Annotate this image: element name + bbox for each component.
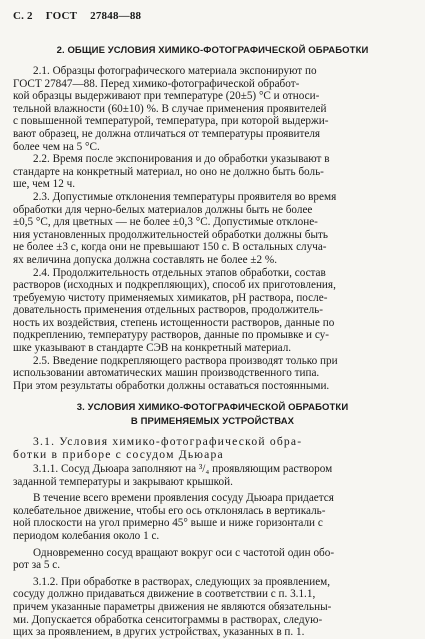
page-number: С. 2 [13,10,33,22]
text-line: 2.5. Введение подкрепляющего раствора производят только при [33,354,338,367]
text-line: рот за 5 с. [13,559,61,572]
subsection-3-1-heading [13,436,413,461]
text-line: периодом колебания около 1 с. [13,529,160,542]
standard-number: 27848—88 [90,10,142,22]
text-line: В течение всего времени проявления сосуду Дьюара придается [33,492,334,505]
text-line: 3.1.2. При обработке в растворах, следующих за проявлением, [33,575,331,588]
text-line: стандарте на конкретный материал, но оно не должно быть боль- [13,165,324,178]
text-line: подкреплению, температуру растворов, данные по промывке и су- [13,329,329,342]
text-line: 3.1. Условия химико-фотографической обра- [33,435,303,448]
text-line: ной плоскости на угол примерно 45° выше и ниже горизонтали с [13,517,323,530]
text-line: более чем на 5 °С. [13,140,100,153]
page-header [13,10,151,22]
text-line: При этом результаты обработки должны оставаться постоянными. [13,379,330,392]
section-2-title: 2. ОБЩИЕ УСЛОВИЯ ХИМИКО-ФОТОГРАФИЧЕСКОЙ ОБРАБОТКИ [56,45,369,56]
section-2-body [13,65,413,392]
text-line: вают образец, не должна отличаться от температуры проявителя [13,127,321,140]
text-line: 2.4. Продолжительность отдельных этапов обработки, состав [33,266,326,279]
text-line: 2.1. Образцы фотографического материала экспонируют по [33,65,317,77]
text-line: колебательное движение, чтобы его ось отклонялась в вертикаль- [13,504,326,517]
text-line: тельной влажности (60±10) %. В случае применения проявителей [13,102,327,115]
text-line: ния установленных продолжительностей обработки должны быть [13,228,328,241]
text-line: требуемую чистоту применяемых химикатов, pH раствора, после- [13,291,328,304]
section-3-title-line-2: В ПРИМЕНЯЕМЫХ УСТРОЙСТВАХ [130,416,295,427]
text-line: растворов (исходных и подкрепляющих), способ их приготовления, [13,279,336,292]
text-line: с повышенной температурой, температура, при которой выдержи- [13,115,329,128]
text-line: ность их воздействия, степень истощенности растворов, данные по [13,316,335,329]
text-line: 3.1.1. Сосуд Дьюара заполняют на ³/₄ проявляющим раствором [33,463,333,475]
text-line: 2.3. Допустимые отклонения температуры проявителя во время [33,190,337,203]
text-line: не более ±3 с, когда они не превышают 150 с. В остальных случа- [13,241,327,254]
text-line: ботки в приборе с сосудом Дьюара [13,447,224,461]
text-line: ях величина допуска должна составлять не более ±2 %. [13,253,278,266]
text-line: обработки для черно-белых материалов должны быть не более [13,203,313,216]
text-line: довательность применения отдельных растворов, продолжитель- [13,304,323,317]
text-line: использовании автоматических машин производственного типа. [13,367,320,380]
section-3-title-line-1: 3. УСЛОВИЯ ХИМИКО-ФОТОГРАФИЧЕСКОЙ ОБРАБОТКИ [76,402,349,413]
text-line: щих за проявлением, в других устройствах, указанных в п. 1. [13,626,305,639]
text-line: заданной температуры и закрывают крышкой. [13,475,233,488]
section-3-body [13,463,413,639]
text-line: Одновременно сосуд вращают вокруг оси с частотой один обо- [33,546,335,559]
text-line: кой образцы выдерживают при температуре (20±5) °С и относи- [13,90,320,103]
text-line: сосуду должно придаваться движение в соответствии с п. 3.1.1, [13,588,316,601]
text-line: причем указанные параметры движения не являются обязательны- [13,600,332,613]
standard-label: ГОСТ [45,10,78,22]
text-line: ми. Допускается обработка сенситограммы в растворах, следую- [13,613,323,626]
text-line: ше, чем 12 ч. [13,178,76,191]
text-line: ±0,5 °С, для цветных — не более ±0,3 °С. Допустимые отклоне- [13,216,318,229]
text-line: 2.2. Время после экспонирования и до обработки указывают в [33,153,330,166]
text-line: ГОСТ 27847—88. Перед химико-фотографической обработ- [13,77,300,90]
text-line: шке указывают в стандарте СЭВ на конкретный материал. [13,342,292,355]
